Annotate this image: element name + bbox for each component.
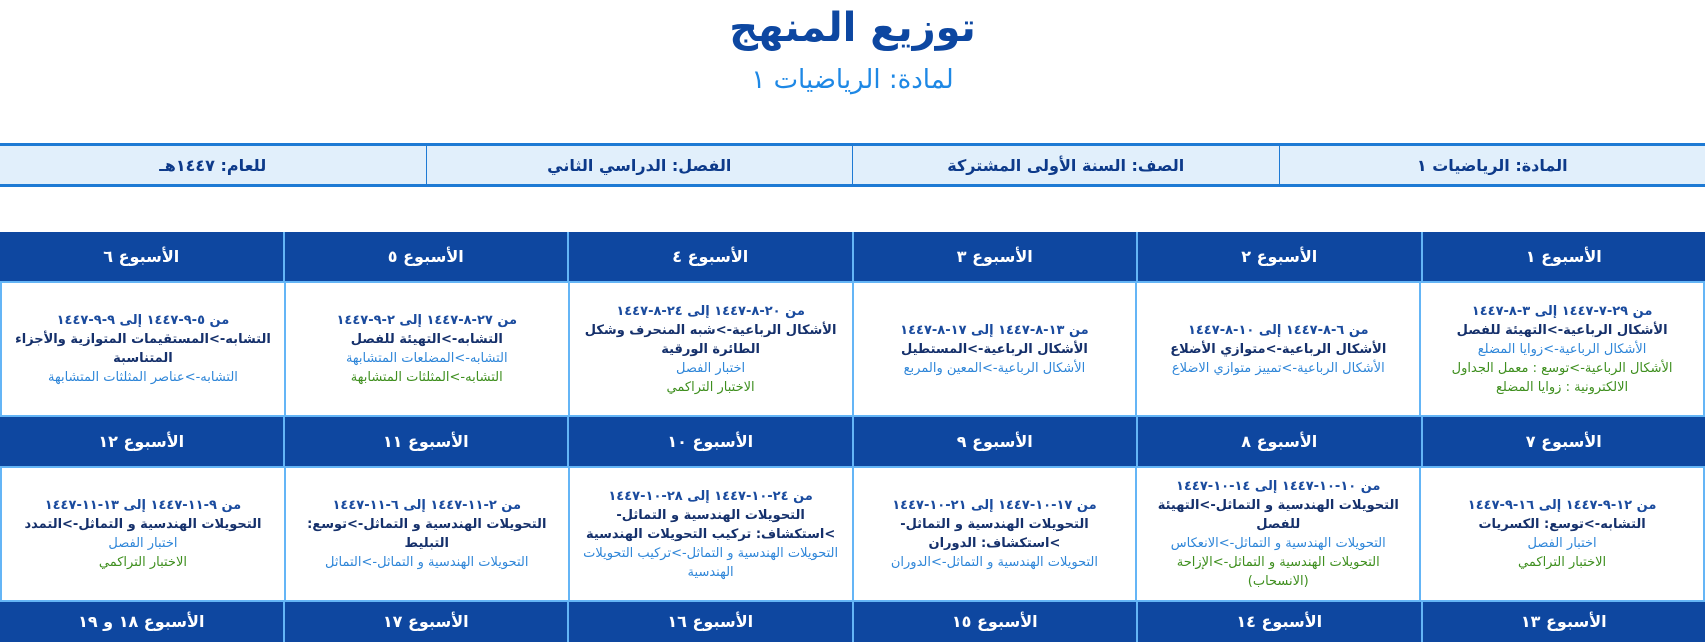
lesson-main: الأشكال الرباعية->متوازي الأضلاع	[1170, 340, 1386, 359]
lesson-sub: الأشكال الرباعية->زوايا المضلع	[1478, 340, 1647, 359]
info-grade: الصف: السنة الأولى المشتركة	[852, 146, 1279, 184]
week-cell	[284, 281, 568, 417]
info-year: للعام: ١٤٤٧هـ	[0, 146, 426, 184]
week-cell	[1135, 466, 1419, 602]
lesson-sub: التشابه->عناصر المثلثات المتشابهة	[48, 368, 238, 387]
week-header: الأسبوع ٣	[852, 232, 1137, 281]
week-cell	[0, 466, 284, 602]
lesson-main: التشابه->التهيئة للفصل	[351, 330, 503, 349]
lesson-extra: التحويلات الهندسية و التماثل->الإزاحة (الانسحاب)	[1145, 553, 1411, 591]
week-header: الأسبوع ٥	[283, 232, 568, 281]
lesson-sub: اختبار الفصل	[108, 534, 177, 553]
lesson-sub: اختبار الفصل	[676, 359, 745, 378]
week-header-row	[0, 232, 1705, 281]
week-header: الأسبوع ١٤	[1136, 602, 1421, 642]
info-bar	[0, 143, 1705, 187]
lesson-main: الأشكال الرباعية->شبه المنحرف وشكل الطائرة الورقية	[578, 321, 844, 359]
week-header: الأسبوع ١٧	[283, 602, 568, 642]
schedule-grid	[0, 232, 1705, 642]
week-header: الأسبوع ٨	[1136, 417, 1421, 466]
lesson-extra: الاختبار التراكمي	[667, 378, 755, 397]
week-header: الأسبوع ١٢	[0, 417, 283, 466]
week-header: الأسبوع ١٣	[1421, 602, 1705, 642]
week-header: الأسبوع ٤	[567, 232, 852, 281]
lesson-main: التشابه->توسع: الكسريات	[1478, 515, 1645, 534]
lesson-main: الأشكال الرباعية->التهيئة للفصل	[1457, 321, 1668, 340]
week-date: من ١٢-٩-١٤٤٧ إلى ١٦-٩-١٤٤٧	[1468, 496, 1657, 515]
week-header: الأسبوع ٦	[0, 232, 283, 281]
lesson-main: التحويلات الهندسية و التماثل->التهيئة للفصل	[1145, 496, 1411, 534]
lesson-extra: الاختبار التراكمي	[1518, 553, 1606, 572]
lesson-sub: التشابه->المضلعات المتشابهة	[346, 349, 508, 368]
week-cell	[852, 466, 1136, 602]
week-header: الأسبوع ١٨ و ١٩	[0, 602, 283, 642]
week-cell	[1419, 281, 1705, 417]
week-header: الأسبوع ٢	[1136, 232, 1421, 281]
week-date: من ٢٧-٨-١٤٤٧ إلى ٢-٩-١٤٤٧	[336, 311, 517, 330]
week-date: من ١٠-١٠-١٤٤٧ إلى ١٤-١٠-١٤٤٧	[1176, 477, 1380, 496]
week-date: من ١٣-٨-١٤٤٧ إلى ١٧-٨-١٤٤٧	[900, 321, 1089, 340]
week-header: الأسبوع ١	[1421, 232, 1705, 281]
lesson-extra: التشابه->المثلثات المتشابهة	[351, 368, 503, 387]
lesson-extra: الأشكال الرباعية->توسع : معمل الجداول الالكترونية : زوايا المضلع	[1429, 359, 1695, 397]
lesson-main: التشابه->المستقيمات المتوازية والأجزاء المتناسبة	[10, 330, 276, 368]
lesson-sub: الأشكال الرباعية->تمييز متوازي الاضلاع	[1172, 359, 1385, 378]
week-header: الأسبوع ١٦	[567, 602, 852, 642]
week-cell	[852, 281, 1136, 417]
week-header: الأسبوع ٩	[852, 417, 1137, 466]
lesson-sub: التحويلات الهندسية و التماثل->الانعكاس	[1171, 534, 1386, 553]
week-body-row	[0, 466, 1705, 602]
lesson-main: الأشكال الرباعية->المستطيل	[901, 340, 1088, 359]
week-header-row	[0, 417, 1705, 466]
week-cell	[284, 466, 568, 602]
lesson-sub: الأشكال الرباعية->المعين والمربع	[904, 359, 1086, 378]
info-term: الفصل: الدراسي الثاني	[426, 146, 853, 184]
week-header: الأسبوع ١٥	[852, 602, 1137, 642]
week-date: من ٢٠-٨-١٤٤٧ إلى ٢٤-٨-١٤٤٧	[616, 302, 805, 321]
week-date: من ٢٤-١٠-١٤٤٧ إلى ٢٨-١٠-١٤٤٧	[608, 487, 812, 506]
week-cell	[1135, 281, 1419, 417]
lesson-sub: التحويلات الهندسية و التماثل->تركيب التحويلات الهندسية	[578, 544, 844, 582]
page-title: توزيع المنهج	[0, 2, 1705, 54]
week-cell	[568, 281, 852, 417]
week-date: من ٩-١١-١٤٤٧ إلى ١٣-١١-١٤٤٧	[45, 496, 242, 515]
week-date: من ٢-١١-١٤٤٧ إلى ٦-١١-١٤٤٧	[332, 496, 521, 515]
week-cell	[568, 466, 852, 602]
week-date: من ١٧-١٠-١٤٤٧ إلى ٢١-١٠-١٤٤٧	[892, 496, 1096, 515]
lesson-main: التحويلات الهندسية و التماثل->التمدد	[25, 515, 262, 534]
week-cell	[0, 281, 284, 417]
week-date: من ٢٩-٧-١٤٤٧ إلى ٣-٨-١٤٤٧	[1472, 302, 1653, 321]
week-cell	[1419, 466, 1705, 602]
week-header: الأسبوع ١٠	[567, 417, 852, 466]
week-body-row	[0, 281, 1705, 417]
lesson-main: التحويلات الهندسية و التماثل->استكشاف: الدوران	[862, 515, 1128, 553]
lesson-sub: التحويلات الهندسية و التماثل->التماثل	[325, 553, 528, 572]
week-date: من ٦-٨-١٤٤٧ إلى ١٠-٨-١٤٤٧	[1188, 321, 1369, 340]
lesson-sub: اختبار الفصل	[1528, 534, 1597, 553]
lesson-main: التحويلات الهندسية و التماثل->استكشاف: تركيب التحويلات الهندسية	[578, 506, 844, 544]
lesson-extra: الاختبار التراكمي	[99, 553, 187, 572]
lesson-sub: التحويلات الهندسية و التماثل->الدوران	[891, 553, 1098, 572]
week-header: الأسبوع ٧	[1421, 417, 1705, 466]
week-header: الأسبوع ١١	[283, 417, 568, 466]
week-header-row	[0, 602, 1705, 642]
page-subtitle: لمادة: الرياضيات ١	[0, 62, 1705, 98]
week-date: من ٥-٩-١٤٤٧ إلى ٩-٩-١٤٤٧	[57, 311, 230, 330]
lesson-main: التحويلات الهندسية و التماثل->توسع: التبليط	[294, 515, 560, 553]
info-subject: المادة: الرياضيات ١	[1279, 146, 1705, 184]
